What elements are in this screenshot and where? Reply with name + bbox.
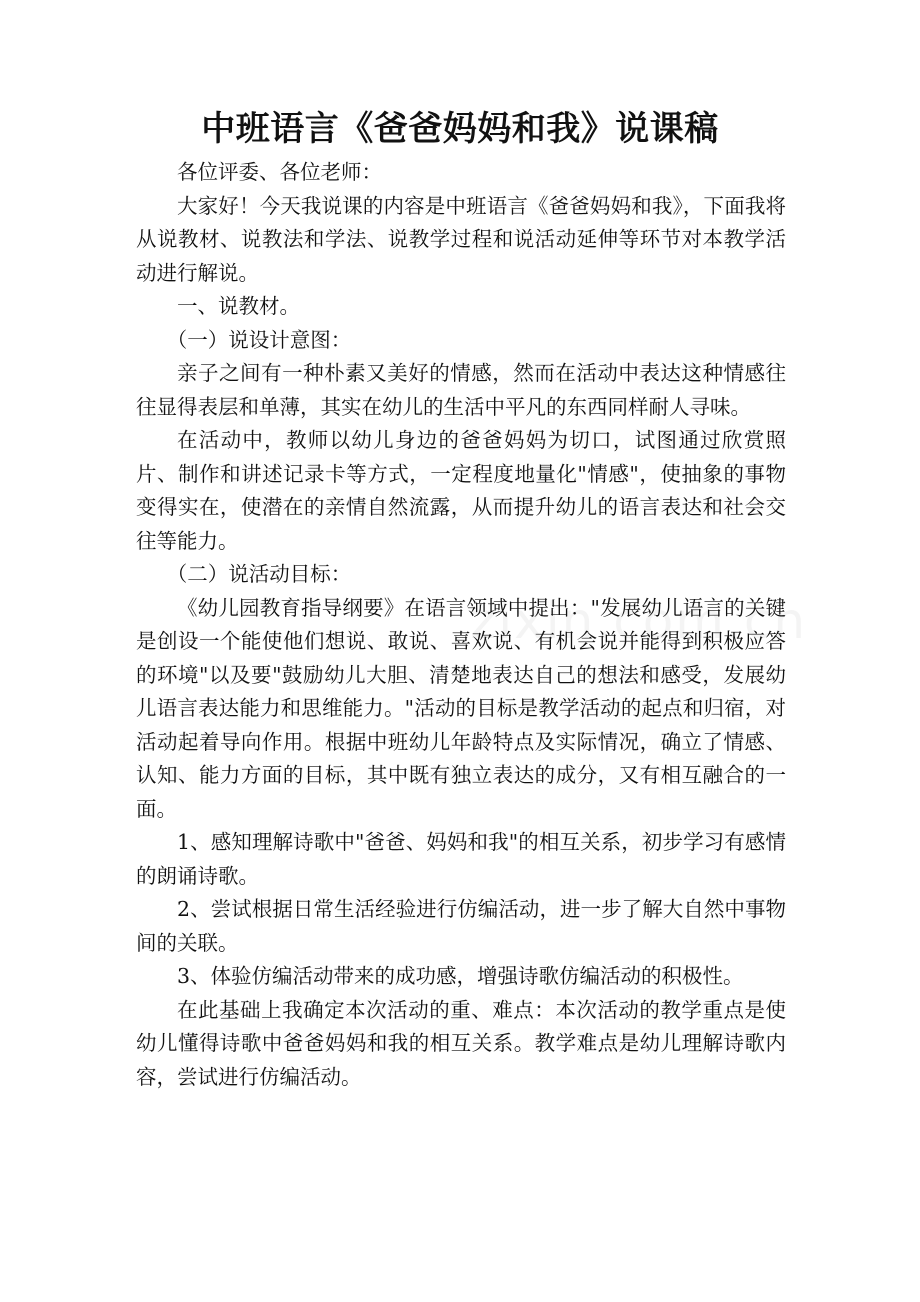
paragraph-intro: 大家好！今天我说课的内容是中班语言《爸爸妈妈和我》，下面我将从说教材、说教法和学法、说教学过程和说活动延伸等环节对本教学活动进行解说。	[136, 193, 786, 285]
document-title: 中班语言《爸爸妈妈和我》说课稿	[201, 109, 719, 149]
paragraph-goals-guideline: 《幼儿园教育指导纲要》在语言领域中提出："发展幼儿语言的关键是创设一个能使他们想说、敢说、喜欢说、有机会说并能得到积极应答的环境"以及要"鼓励幼儿大胆、清楚地表达自己的想法和感受，发展幼儿语言表达能力和思维能力。"活动的目标是教学活动的起点和归宿，对活动起着导向作用。根据中班幼儿年龄特点及实际情况，确立了情感、认知、能力方面的目标，其中既有独立表达的成分，又有相互融合的一面。	[136, 595, 786, 821]
section-heading-textbook: 一、说教材。	[177, 294, 300, 318]
paragraph-design-intent-2: 在活动中，教师以幼儿身边的爸爸妈妈为切口，试图通过欣赏照片、制作和讲述记录卡等方式，一定程度地量化"情感"，使抽象的事物变得实在，使潜在的亲情自然流露，从而提升幼儿的语言表达和社会交往等能力。	[136, 428, 786, 553]
goal-item-1: 1、感知理解诗歌中"爸爸、妈妈和我"的相互关系，初步学习有感情的朗诵诗歌。	[136, 830, 786, 888]
paragraph-key-points: 在此基础上我确定本次活动的重、难点：本次活动的教学重点是使幼儿懂得诗歌中爸爸妈妈和我的相互关系。教学难点是幼儿理解诗歌内容，尝试进行仿编活动。	[136, 997, 786, 1089]
paragraph-greeting: 各位评委、各位老师：	[177, 160, 382, 184]
document-body	[136, 156, 786, 1094]
subsection-heading-goals: （二）说活动目标：	[166, 562, 352, 586]
goal-item-2: 2、尝试根据日常生活经验进行仿编活动，进一步了解大自然中事物间的关联。	[136, 897, 786, 955]
subsection-heading-design-intent: （一）说设计意图：	[166, 327, 352, 352]
goal-item-3: 3、体验仿编活动带来的成功感，增强诗歌仿编活动的积极性。	[177, 964, 744, 988]
paragraph-design-intent-1: 亲子之间有一种朴素又美好的情感，然而在活动中表达这种情感往往显得表层和单薄，其实在幼儿的生活中平凡的东西同样耐人寻味。	[136, 361, 786, 419]
